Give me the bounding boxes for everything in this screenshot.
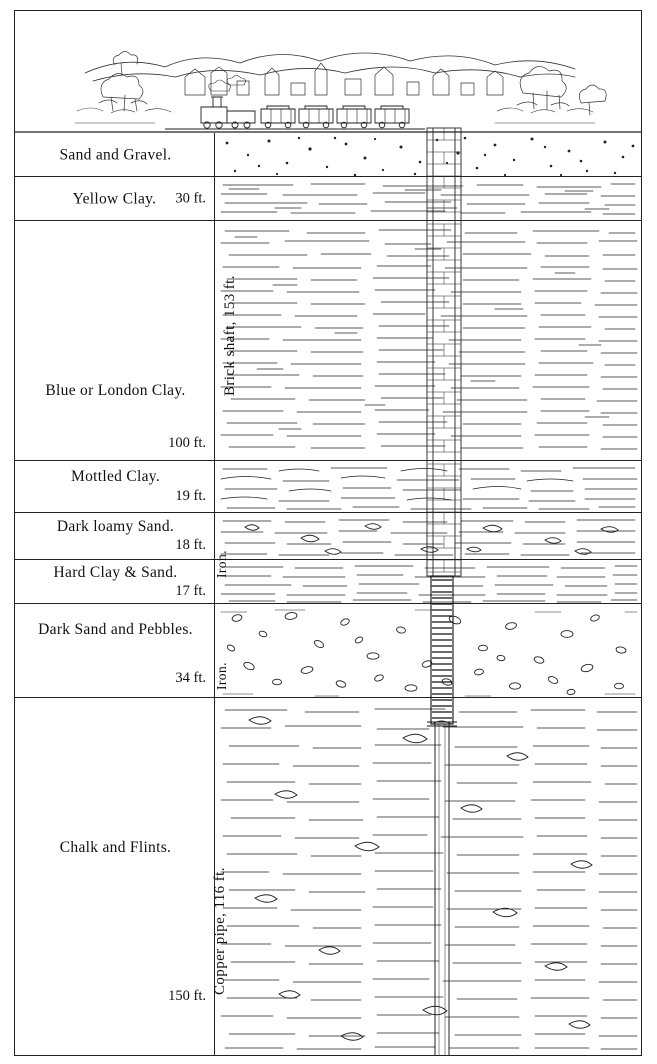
stratum-label-cell [15,513,215,559]
stratum-label-cell [15,133,215,176]
stratum-pattern-london-clay [215,221,641,460]
stratum-name: Dark loamy Sand. [56,518,175,535]
stratum-depth: 18 ft. [175,537,206,553]
stratum-pattern-mottled-clay [215,461,641,512]
stratum-sand-and-gravel [15,133,641,177]
stratum-name: Hard Clay & Sand. [53,564,178,581]
stratum-mottled-clay [15,461,641,513]
stratum-depth: 30 ft. [175,190,206,206]
stratum-name: Sand and Gravel. [59,145,172,163]
stratum-depth: 19 ft. [175,488,206,504]
stratum-chalk-and-flints [15,698,641,1055]
stratum-yellow-clay [15,177,641,221]
stratum-name: Dark Sand and Pebbles. [38,621,193,638]
stratum-name: Mottled Clay. [71,468,160,485]
stratum-hard-clay-and-sand [15,560,641,604]
train-icon [165,76,425,130]
stratum-pattern-chalk-flints [215,698,641,1055]
stratum-label-cell [15,698,215,1055]
stratum-label-cell [15,560,215,603]
stratum-dark-sand-and-pebbles [15,604,641,698]
stratum-blue-or-london-clay [15,221,641,461]
annotation-iron-lower: Iron. [214,662,229,690]
stratum-name: Yellow Clay. [72,189,157,207]
landscape-scene [15,11,641,133]
stratum-pattern-sand-gravel [215,133,641,176]
stratum-pattern-pebbles [215,604,641,697]
stratum-depth: 100 ft. [168,435,206,451]
stratum-pattern-yellow-clay [215,177,641,220]
stratum-pattern-dark-loamy-sand [215,513,641,559]
stratum-depth: 150 ft. [168,988,206,1004]
annotation-iron-upper: Iron. [214,550,229,578]
stratum-label-cell [15,461,215,512]
stratum-label-cell [15,177,215,220]
annotation-copper-pipe: Copper pipe, 116 ft. [212,867,228,995]
stratum-dark-loamy-sand [15,513,641,560]
stratum-label-cell [15,221,215,460]
strata-column [15,133,641,1055]
stratum-label-cell [15,604,215,697]
stratum-name: Chalk and Flints. [59,839,172,856]
stratum-name: Blue or London Clay. [45,382,186,399]
annotation-brick-shaft: Brick shaft, 153 ft. [222,275,238,396]
stratum-pattern-hard-clay-sand [215,560,641,603]
stratum-depth: 17 ft. [175,583,206,599]
stratum-depth: 34 ft. [175,670,206,686]
